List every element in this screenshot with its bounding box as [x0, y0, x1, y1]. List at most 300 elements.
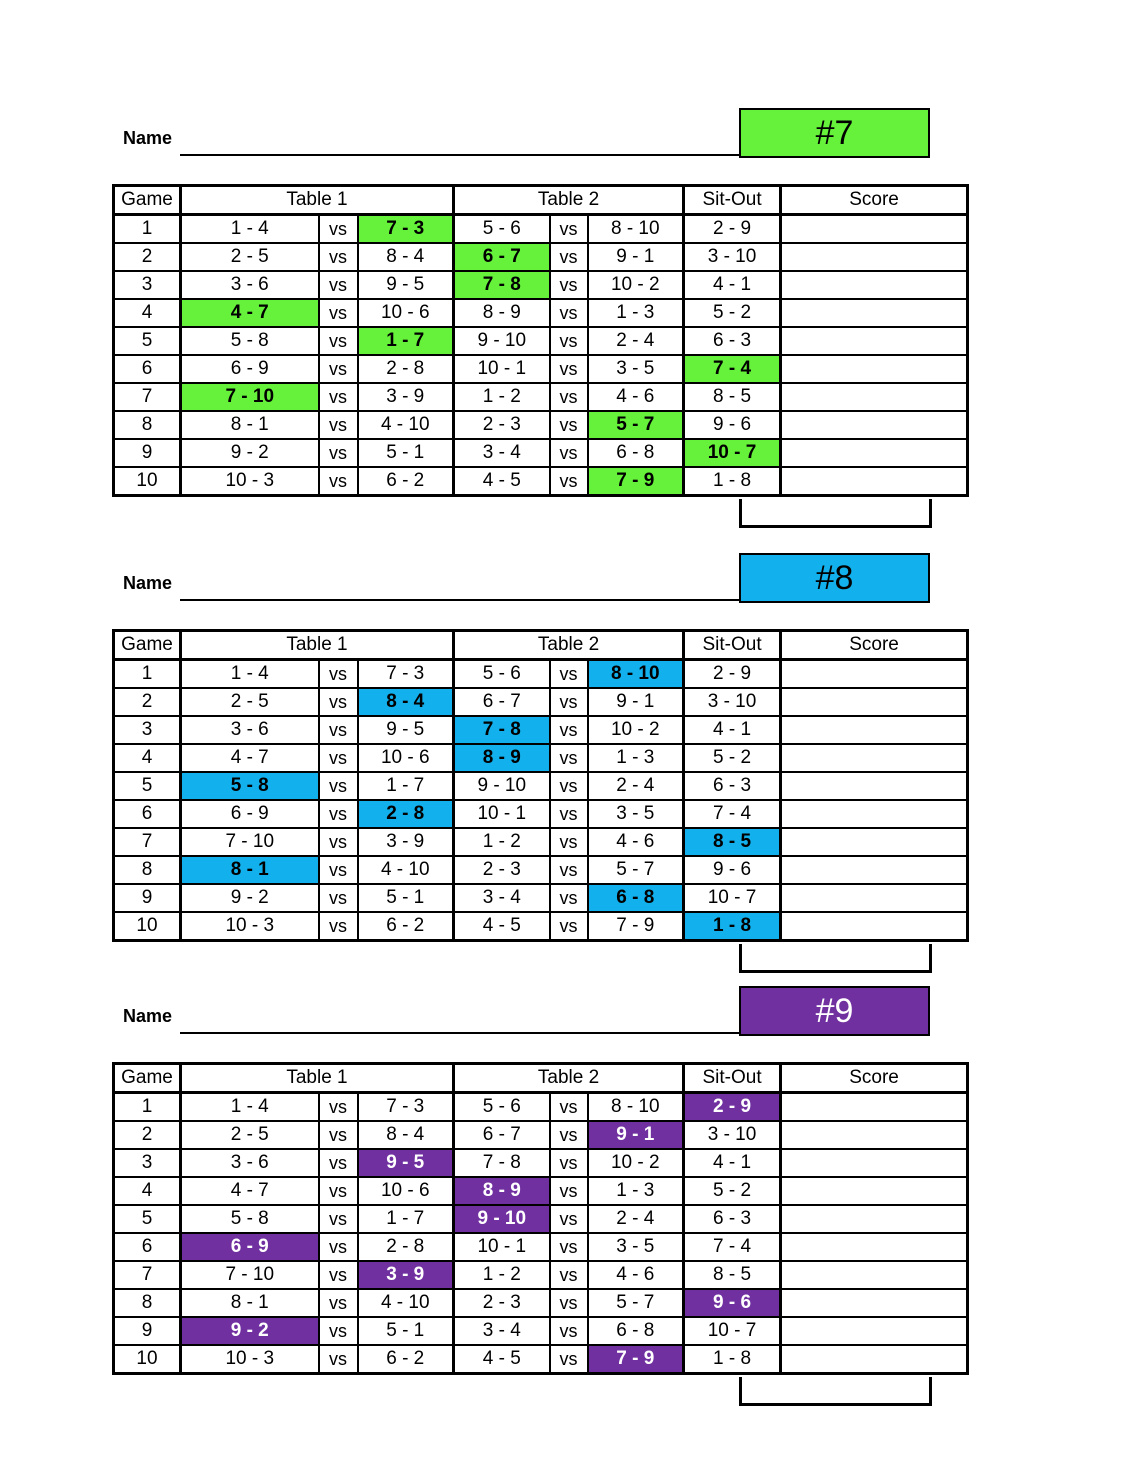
table-2-pair-b: 8 - 10 — [588, 1093, 684, 1122]
table-1-pair-a: 3 - 6 — [181, 716, 319, 744]
sit-out-pair: 7 - 4 — [684, 355, 781, 383]
table-2-vs: vs — [550, 1233, 588, 1261]
game-number: 3 — [114, 1149, 181, 1177]
table-1-vs: vs — [319, 1233, 358, 1261]
name-label: Name — [123, 573, 173, 593]
score-cell[interactable] — [781, 1093, 968, 1122]
table-1-pair-b: 2 - 8 — [358, 355, 454, 383]
table-2-vs: vs — [550, 243, 588, 271]
game-number: 6 — [114, 355, 181, 383]
header-table-2: Table 2 — [454, 1064, 684, 1093]
sit-out-pair: 5 - 2 — [684, 299, 781, 327]
table-1-pair-a: 4 - 7 — [181, 299, 319, 327]
table-2-vs: vs — [550, 688, 588, 716]
table-1-vs: vs — [319, 215, 358, 244]
sit-out-pair: 1 - 8 — [684, 912, 781, 941]
game-number: 1 — [114, 1093, 181, 1122]
table-2-pair-a: 3 - 4 — [454, 439, 550, 467]
table-1-vs: vs — [319, 688, 358, 716]
table-1-pair-b: 4 - 10 — [358, 856, 454, 884]
sit-out-pair: 3 - 10 — [684, 688, 781, 716]
game-number: 8 — [114, 856, 181, 884]
score-cell[interactable] — [781, 1317, 968, 1345]
table-1-vs: vs — [319, 439, 358, 467]
table-row — [114, 355, 968, 383]
table-2-vs: vs — [550, 467, 588, 496]
table-1-pair-a: 6 - 9 — [181, 800, 319, 828]
sit-out-pair: 10 - 7 — [684, 1317, 781, 1345]
player-number-badge — [739, 108, 930, 158]
table-2-pair-a: 2 - 3 — [454, 856, 550, 884]
schedule-sheet — [0, 878, 1140, 1369]
header-table-1: Table 1 — [181, 1064, 454, 1093]
table-row — [114, 383, 968, 411]
table-2-vs: vs — [550, 828, 588, 856]
table-row — [114, 1289, 968, 1317]
table-row — [114, 411, 968, 439]
header-game: Game — [114, 631, 181, 660]
table-2-pair-b: 6 - 8 — [588, 884, 684, 912]
table-2-pair-b: 2 - 4 — [588, 1205, 684, 1233]
header-sit-out: Sit-Out — [684, 631, 781, 660]
table-2-pair-b: 7 - 9 — [588, 912, 684, 941]
table-2-pair-a: 1 - 2 — [454, 828, 550, 856]
table-1-vs: vs — [319, 716, 358, 744]
table-1-vs: vs — [319, 1149, 358, 1177]
table-1-vs: vs — [319, 383, 358, 411]
table-2-pair-a: 5 - 6 — [454, 660, 550, 689]
game-number: 5 — [114, 772, 181, 800]
table-1-vs: vs — [319, 772, 358, 800]
table-1-pair-b: 2 - 8 — [358, 800, 454, 828]
table-1-pair-b: 7 - 3 — [358, 1093, 454, 1122]
table-2-pair-b: 3 - 5 — [588, 800, 684, 828]
table-1-pair-a: 4 - 7 — [181, 1177, 319, 1205]
score-cell[interactable] — [781, 660, 968, 689]
table-row — [114, 1345, 968, 1374]
table-1-pair-b: 6 - 2 — [358, 1345, 454, 1374]
table-1-pair-b: 4 - 10 — [358, 411, 454, 439]
table-row — [114, 243, 968, 271]
score-cell[interactable] — [781, 271, 968, 299]
table-1-pair-a: 2 - 5 — [181, 1121, 319, 1149]
game-number: 4 — [114, 744, 181, 772]
game-number: 3 — [114, 716, 181, 744]
sit-out-pair: 3 - 10 — [684, 1121, 781, 1149]
header-sit-out: Sit-Out — [684, 186, 781, 215]
schedule-sheet — [0, 0, 1140, 491]
score-cell[interactable] — [781, 383, 968, 411]
table-1-pair-b: 8 - 4 — [358, 243, 454, 271]
table-2-pair-a: 2 - 3 — [454, 411, 550, 439]
game-number: 2 — [114, 688, 181, 716]
table-2-vs: vs — [550, 1205, 588, 1233]
game-number: 10 — [114, 1345, 181, 1374]
score-cell[interactable] — [781, 1121, 968, 1149]
game-number: 9 — [114, 1317, 181, 1345]
score-cell[interactable] — [781, 1289, 968, 1317]
table-2-vs: vs — [550, 716, 588, 744]
table-2-pair-b: 10 - 2 — [588, 271, 684, 299]
table-2-vs: vs — [550, 1177, 588, 1205]
table-1-pair-b: 3 - 9 — [358, 1261, 454, 1289]
score-cell[interactable] — [781, 299, 968, 327]
table-2-pair-b: 5 - 7 — [588, 856, 684, 884]
player-number-badge — [739, 553, 930, 603]
table-1-vs: vs — [319, 744, 358, 772]
table-2-pair-a: 4 - 5 — [454, 467, 550, 496]
score-cell[interactable] — [781, 1261, 968, 1289]
table-2-vs: vs — [550, 1345, 588, 1374]
game-number: 1 — [114, 660, 181, 689]
table-2-vs: vs — [550, 660, 588, 689]
header-score: Score — [781, 186, 968, 215]
table-row — [114, 1093, 968, 1122]
header-table-2: Table 2 — [454, 631, 684, 660]
table-1-pair-b: 9 - 5 — [358, 716, 454, 744]
table-2-vs: vs — [550, 271, 588, 299]
header-row — [114, 631, 968, 660]
table-2-pair-b: 9 - 1 — [588, 1121, 684, 1149]
table-1-pair-a: 6 - 9 — [181, 355, 319, 383]
table-2-vs: vs — [550, 1289, 588, 1317]
table-1-pair-a: 4 - 7 — [181, 744, 319, 772]
table-1-vs: vs — [319, 884, 358, 912]
table-1-pair-b: 8 - 4 — [358, 688, 454, 716]
table-1-vs: vs — [319, 1177, 358, 1205]
table-row — [114, 271, 968, 299]
table-1-pair-a: 2 - 5 — [181, 243, 319, 271]
sit-out-pair: 4 - 1 — [684, 271, 781, 299]
score-cell[interactable] — [781, 243, 968, 271]
table-1-pair-b: 7 - 3 — [358, 660, 454, 689]
table-2-vs: vs — [550, 1093, 588, 1122]
table-1-vs: vs — [319, 1317, 358, 1345]
table-2-pair-b: 10 - 2 — [588, 1149, 684, 1177]
table-row — [114, 688, 968, 716]
name-label: Name — [123, 128, 173, 148]
table-2-pair-b: 2 - 4 — [588, 772, 684, 800]
table-1-pair-a: 8 - 1 — [181, 856, 319, 884]
table-1-pair-a: 5 - 8 — [181, 1205, 319, 1233]
table-1-vs: vs — [319, 912, 358, 941]
table-1-pair-b: 7 - 3 — [358, 215, 454, 244]
table-2-vs: vs — [550, 856, 588, 884]
table-1-pair-a: 10 - 3 — [181, 1345, 319, 1374]
header-sit-out: Sit-Out — [684, 1064, 781, 1093]
table-2-pair-b: 6 - 8 — [588, 439, 684, 467]
table-1-pair-a: 3 - 6 — [181, 271, 319, 299]
table-row — [114, 327, 968, 355]
table-1-pair-a: 3 - 6 — [181, 1149, 319, 1177]
game-number: 2 — [114, 243, 181, 271]
table-2-pair-a: 8 - 9 — [454, 744, 550, 772]
table-2-pair-a: 9 - 10 — [454, 1205, 550, 1233]
game-number: 1 — [114, 215, 181, 244]
score-cell[interactable] — [781, 716, 968, 744]
table-1-pair-a: 9 - 2 — [181, 439, 319, 467]
table-1-vs: vs — [319, 411, 358, 439]
sit-out-pair: 7 - 4 — [684, 1233, 781, 1261]
table-1-vs: vs — [319, 271, 358, 299]
table-2-vs: vs — [550, 327, 588, 355]
table-2-pair-b: 7 - 9 — [588, 467, 684, 496]
table-1-pair-a: 1 - 4 — [181, 215, 319, 244]
table-2-pair-a: 4 - 5 — [454, 1345, 550, 1374]
table-2-pair-a: 7 - 8 — [454, 271, 550, 299]
table-2-pair-b: 1 - 3 — [588, 744, 684, 772]
table-2-vs: vs — [550, 912, 588, 941]
sit-out-pair: 2 - 9 — [684, 215, 781, 244]
table-1-pair-b: 9 - 5 — [358, 1149, 454, 1177]
sit-out-pair: 4 - 1 — [684, 1149, 781, 1177]
header-row — [114, 1064, 968, 1093]
table-1-pair-b: 4 - 10 — [358, 1289, 454, 1317]
schedule-table — [112, 1062, 969, 1375]
table-1-vs: vs — [319, 355, 358, 383]
table-1-vs: vs — [319, 1261, 358, 1289]
table-row — [114, 1205, 968, 1233]
score-cell[interactable] — [781, 800, 968, 828]
table-1-pair-a: 5 - 8 — [181, 327, 319, 355]
table-row — [114, 744, 968, 772]
game-number: 10 — [114, 912, 181, 941]
game-number: 7 — [114, 828, 181, 856]
header-score: Score — [781, 631, 968, 660]
table-1-pair-b: 2 - 8 — [358, 1233, 454, 1261]
table-row — [114, 660, 968, 689]
score-cell[interactable] — [781, 215, 968, 244]
table-2-pair-a: 8 - 9 — [454, 299, 550, 327]
name-label: Name — [123, 1006, 173, 1026]
table-2-pair-a: 5 - 6 — [454, 215, 550, 244]
game-number: 10 — [114, 467, 181, 496]
header-table-2: Table 2 — [454, 186, 684, 215]
sit-out-pair: 2 - 9 — [684, 660, 781, 689]
table-2-pair-a: 6 - 7 — [454, 688, 550, 716]
table-row — [114, 1149, 968, 1177]
sit-out-pair: 6 - 3 — [684, 327, 781, 355]
score-cell[interactable] — [781, 1233, 968, 1261]
table-1-vs: vs — [319, 467, 358, 496]
table-2-vs: vs — [550, 383, 588, 411]
table-1-pair-a: 1 - 4 — [181, 660, 319, 689]
table-2-vs: vs — [550, 800, 588, 828]
table-1-pair-b: 6 - 2 — [358, 467, 454, 496]
score-cell[interactable] — [781, 1205, 968, 1233]
table-1-pair-a: 5 - 8 — [181, 772, 319, 800]
sit-out-pair: 8 - 5 — [684, 828, 781, 856]
table-2-pair-a: 1 - 2 — [454, 383, 550, 411]
sit-out-pair: 1 - 8 — [684, 467, 781, 496]
table-2-pair-b: 3 - 5 — [588, 1233, 684, 1261]
sit-out-pair: 6 - 3 — [684, 772, 781, 800]
table-2-pair-b: 9 - 1 — [588, 243, 684, 271]
table-1-pair-b: 1 - 7 — [358, 327, 454, 355]
table-1-vs: vs — [319, 1205, 358, 1233]
table-row — [114, 800, 968, 828]
table-1-pair-b: 1 - 7 — [358, 1205, 454, 1233]
score-cell[interactable] — [781, 772, 968, 800]
table-2-pair-a: 9 - 10 — [454, 772, 550, 800]
table-1-pair-a: 6 - 9 — [181, 1233, 319, 1261]
score-cell[interactable] — [781, 1149, 968, 1177]
name-line[interactable] — [180, 599, 740, 601]
table-2-pair-b: 5 - 7 — [588, 411, 684, 439]
table-1-vs: vs — [319, 299, 358, 327]
table-1-pair-b: 10 - 6 — [358, 744, 454, 772]
table-1-vs: vs — [319, 1121, 358, 1149]
score-cell[interactable] — [781, 744, 968, 772]
table-2-pair-a: 1 - 2 — [454, 1261, 550, 1289]
game-number: 5 — [114, 1205, 181, 1233]
game-number: 8 — [114, 1289, 181, 1317]
game-number: 6 — [114, 800, 181, 828]
table-1-vs: vs — [319, 1093, 358, 1122]
name-line[interactable] — [180, 154, 740, 156]
sit-out-pair: 10 - 7 — [684, 439, 781, 467]
sit-out-pair: 2 - 9 — [684, 1093, 781, 1122]
table-1-pair-a: 10 - 3 — [181, 912, 319, 941]
sit-out-pair: 4 - 1 — [684, 716, 781, 744]
table-2-pair-a: 3 - 4 — [454, 884, 550, 912]
sit-out-pair: 10 - 7 — [684, 884, 781, 912]
table-1-vs: vs — [319, 800, 358, 828]
player-number: #8 — [815, 559, 854, 597]
score-cell[interactable] — [781, 327, 968, 355]
table-1-vs: vs — [319, 327, 358, 355]
table-row — [114, 215, 968, 244]
name-line[interactable] — [180, 1032, 740, 1034]
table-2-vs: vs — [550, 215, 588, 244]
table-1-vs: vs — [319, 856, 358, 884]
table-2-vs: vs — [550, 1317, 588, 1345]
table-2-pair-b: 4 - 6 — [588, 383, 684, 411]
table-row — [114, 299, 968, 327]
table-1-vs: vs — [319, 828, 358, 856]
score-cell[interactable] — [781, 688, 968, 716]
table-1-vs: vs — [319, 1345, 358, 1374]
table-1-pair-a: 8 - 1 — [181, 411, 319, 439]
sit-out-pair: 9 - 6 — [684, 411, 781, 439]
game-number: 3 — [114, 271, 181, 299]
table-1-vs: vs — [319, 243, 358, 271]
table-row — [114, 1261, 968, 1289]
table-2-pair-a: 6 - 7 — [454, 1121, 550, 1149]
table-2-vs: vs — [550, 1149, 588, 1177]
game-number: 9 — [114, 439, 181, 467]
sit-out-pair: 9 - 6 — [684, 856, 781, 884]
table-1-vs: vs — [319, 1289, 358, 1317]
table-2-pair-b: 1 - 3 — [588, 1177, 684, 1205]
table-2-pair-b: 1 - 3 — [588, 299, 684, 327]
table-1-pair-a: 7 - 10 — [181, 828, 319, 856]
table-1-pair-b: 6 - 2 — [358, 912, 454, 941]
table-2-pair-b: 2 - 4 — [588, 327, 684, 355]
table-row — [114, 1317, 968, 1345]
header-table-1: Table 1 — [181, 631, 454, 660]
table-2-vs: vs — [550, 884, 588, 912]
score-cell[interactable] — [781, 1345, 968, 1374]
score-cell[interactable] — [781, 1177, 968, 1205]
table-1-pair-b: 9 - 5 — [358, 271, 454, 299]
table-1-pair-b: 1 - 7 — [358, 772, 454, 800]
table-2-pair-a: 6 - 7 — [454, 243, 550, 271]
table-2-vs: vs — [550, 1121, 588, 1149]
table-2-pair-b: 4 - 6 — [588, 1261, 684, 1289]
header-game: Game — [114, 1064, 181, 1093]
sit-out-pair: 5 - 2 — [684, 1177, 781, 1205]
score-cell[interactable] — [781, 355, 968, 383]
table-2-pair-a: 10 - 1 — [454, 355, 550, 383]
table-1-pair-a: 7 - 10 — [181, 383, 319, 411]
sit-out-pair: 1 - 8 — [684, 1345, 781, 1374]
sit-out-pair: 6 - 3 — [684, 1205, 781, 1233]
table-row — [114, 772, 968, 800]
schedule-sheet — [0, 445, 1140, 936]
table-1-pair-a: 10 - 3 — [181, 467, 319, 496]
table-2-vs: vs — [550, 439, 588, 467]
table-2-pair-a: 10 - 1 — [454, 1233, 550, 1261]
table-1-pair-a: 9 - 2 — [181, 884, 319, 912]
table-1-pair-b: 10 - 6 — [358, 1177, 454, 1205]
table-row — [114, 716, 968, 744]
table-2-vs: vs — [550, 299, 588, 327]
table-1-pair-b: 3 - 9 — [358, 828, 454, 856]
table-1-pair-b: 8 - 4 — [358, 1121, 454, 1149]
table-row — [114, 1233, 968, 1261]
game-number: 8 — [114, 411, 181, 439]
table-2-vs: vs — [550, 355, 588, 383]
table-2-pair-b: 7 - 9 — [588, 1345, 684, 1374]
table-1-pair-b: 5 - 1 — [358, 884, 454, 912]
game-number: 7 — [114, 1261, 181, 1289]
game-number: 9 — [114, 884, 181, 912]
table-1-pair-a: 8 - 1 — [181, 1289, 319, 1317]
table-2-pair-a: 4 - 5 — [454, 912, 550, 941]
table-2-pair-b: 5 - 7 — [588, 1289, 684, 1317]
game-number: 7 — [114, 383, 181, 411]
table-1-pair-a: 2 - 5 — [181, 688, 319, 716]
table-2-pair-b: 8 - 10 — [588, 660, 684, 689]
game-number: 4 — [114, 299, 181, 327]
table-2-pair-a: 7 - 8 — [454, 716, 550, 744]
score-cell[interactable] — [781, 828, 968, 856]
score-total-box[interactable] — [739, 1377, 932, 1406]
table-2-pair-a: 8 - 9 — [454, 1177, 550, 1205]
table-2-pair-a: 7 - 8 — [454, 1149, 550, 1177]
table-2-vs: vs — [550, 744, 588, 772]
sit-out-pair: 5 - 2 — [684, 744, 781, 772]
table-2-pair-b: 6 - 8 — [588, 1317, 684, 1345]
header-score: Score — [781, 1064, 968, 1093]
table-2-vs: vs — [550, 772, 588, 800]
score-cell[interactable] — [781, 411, 968, 439]
game-number: 5 — [114, 327, 181, 355]
table-2-pair-b: 3 - 5 — [588, 355, 684, 383]
header-table-1: Table 1 — [181, 186, 454, 215]
header-game: Game — [114, 186, 181, 215]
table-1-pair-a: 1 - 4 — [181, 1093, 319, 1122]
table-1-pair-b: 10 - 6 — [358, 299, 454, 327]
sit-out-pair: 7 - 4 — [684, 800, 781, 828]
table-2-pair-b: 10 - 2 — [588, 716, 684, 744]
table-row — [114, 1121, 968, 1149]
table-row — [114, 828, 968, 856]
table-2-pair-a: 9 - 10 — [454, 327, 550, 355]
table-1-pair-b: 5 - 1 — [358, 1317, 454, 1345]
sit-out-pair: 9 - 6 — [684, 1289, 781, 1317]
